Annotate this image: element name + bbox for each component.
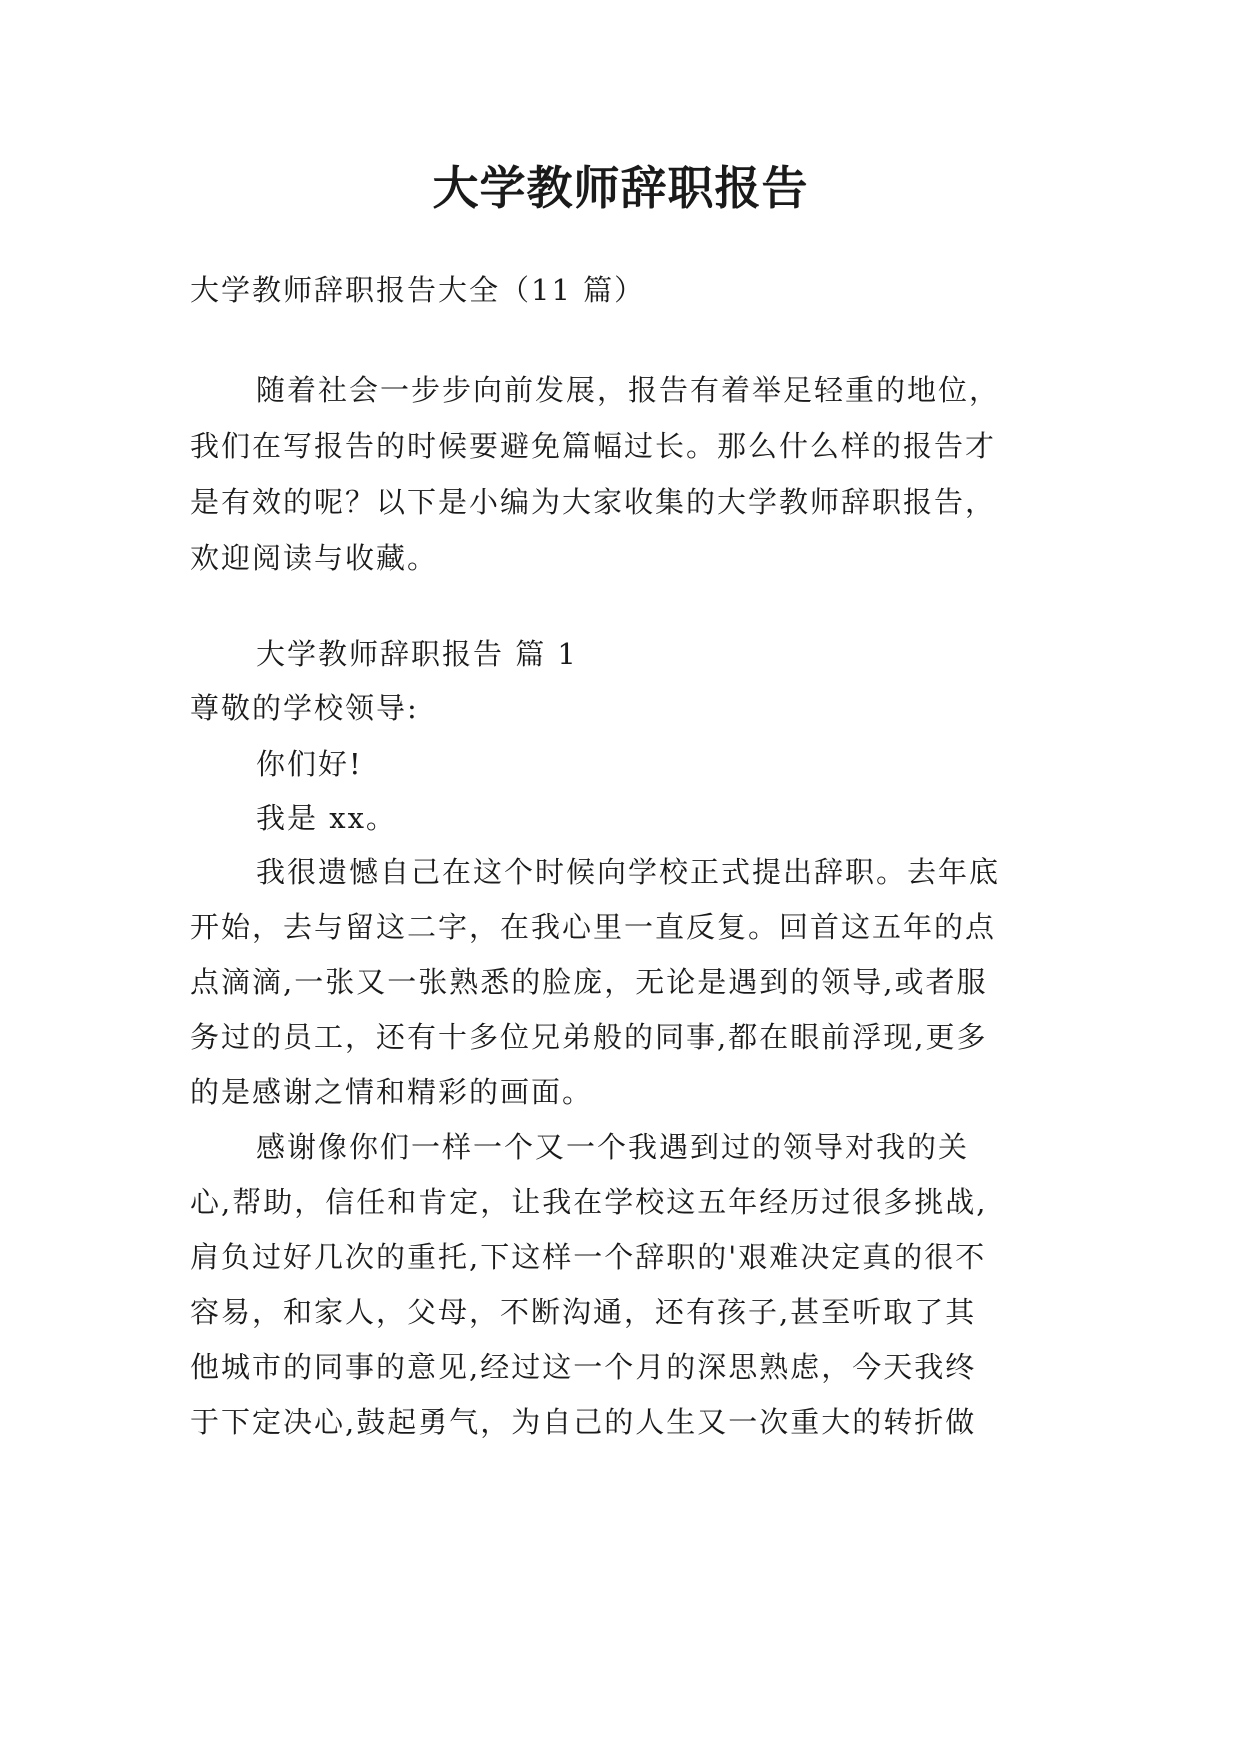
- intro-line: 是有效的呢？以下是小编为大家收集的大学教师辞职报告，: [190, 485, 997, 519]
- salutation: 尊敬的学校领导:: [190, 691, 419, 725]
- self-intro: 我是 xx。: [256, 801, 397, 835]
- intro-line: 我们在写报告的时候要避免篇幅过长。那么什么样的报告才: [190, 429, 997, 463]
- paragraph-line: 容易，和家人，父母，不断沟通，还有孩子,甚至听取了其: [190, 1295, 977, 1329]
- document-title: 大学教师辞职报告: [432, 161, 809, 215]
- intro-line: 随着社会一步步向前发展，报告有着举足轻重的地位，: [256, 373, 1001, 407]
- paragraph-line: 心,帮助，信任和肯定，让我在学校这五年经历过很多挑战,: [190, 1185, 988, 1219]
- paragraph-line: 于下定决心,鼓起勇气，为自己的人生又一次重大的转折做: [190, 1405, 977, 1439]
- paragraph-line: 肩负过好几次的重托,下这样一个辞职的'艰难决定真的很不: [190, 1240, 987, 1274]
- paragraph-line: 感谢像你们一样一个又一个我遇到过的领导对我的关: [256, 1130, 970, 1164]
- greeting: 你们好!: [256, 747, 363, 781]
- paragraph-line: 我很遗憾自己在这个时候向学校正式提出辞职。去年底: [256, 855, 1001, 889]
- intro-line: 欢迎阅读与收藏。: [190, 541, 439, 575]
- document-subtitle: 大学教师辞职报告大全（11 篇）: [190, 273, 646, 307]
- paragraph-line: 的是感谢之情和精彩的画面。: [190, 1075, 594, 1109]
- paragraph-line: 他城市的同事的意见,经过这一个月的深思熟虑，今天我终: [190, 1350, 977, 1384]
- section-heading: 大学教师辞职报告 篇 1: [256, 637, 578, 671]
- paragraph-line: 开始，去与留这二字，在我心里一直反复。回首这五年的点: [190, 910, 997, 944]
- paragraph-line: 点滴滴,一张又一张熟悉的脸庞，无论是遇到的领导,或者服: [190, 965, 988, 999]
- paragraph-line: 务过的员工，还有十多位兄弟般的同事,都在眼前浮现,更多: [190, 1020, 988, 1054]
